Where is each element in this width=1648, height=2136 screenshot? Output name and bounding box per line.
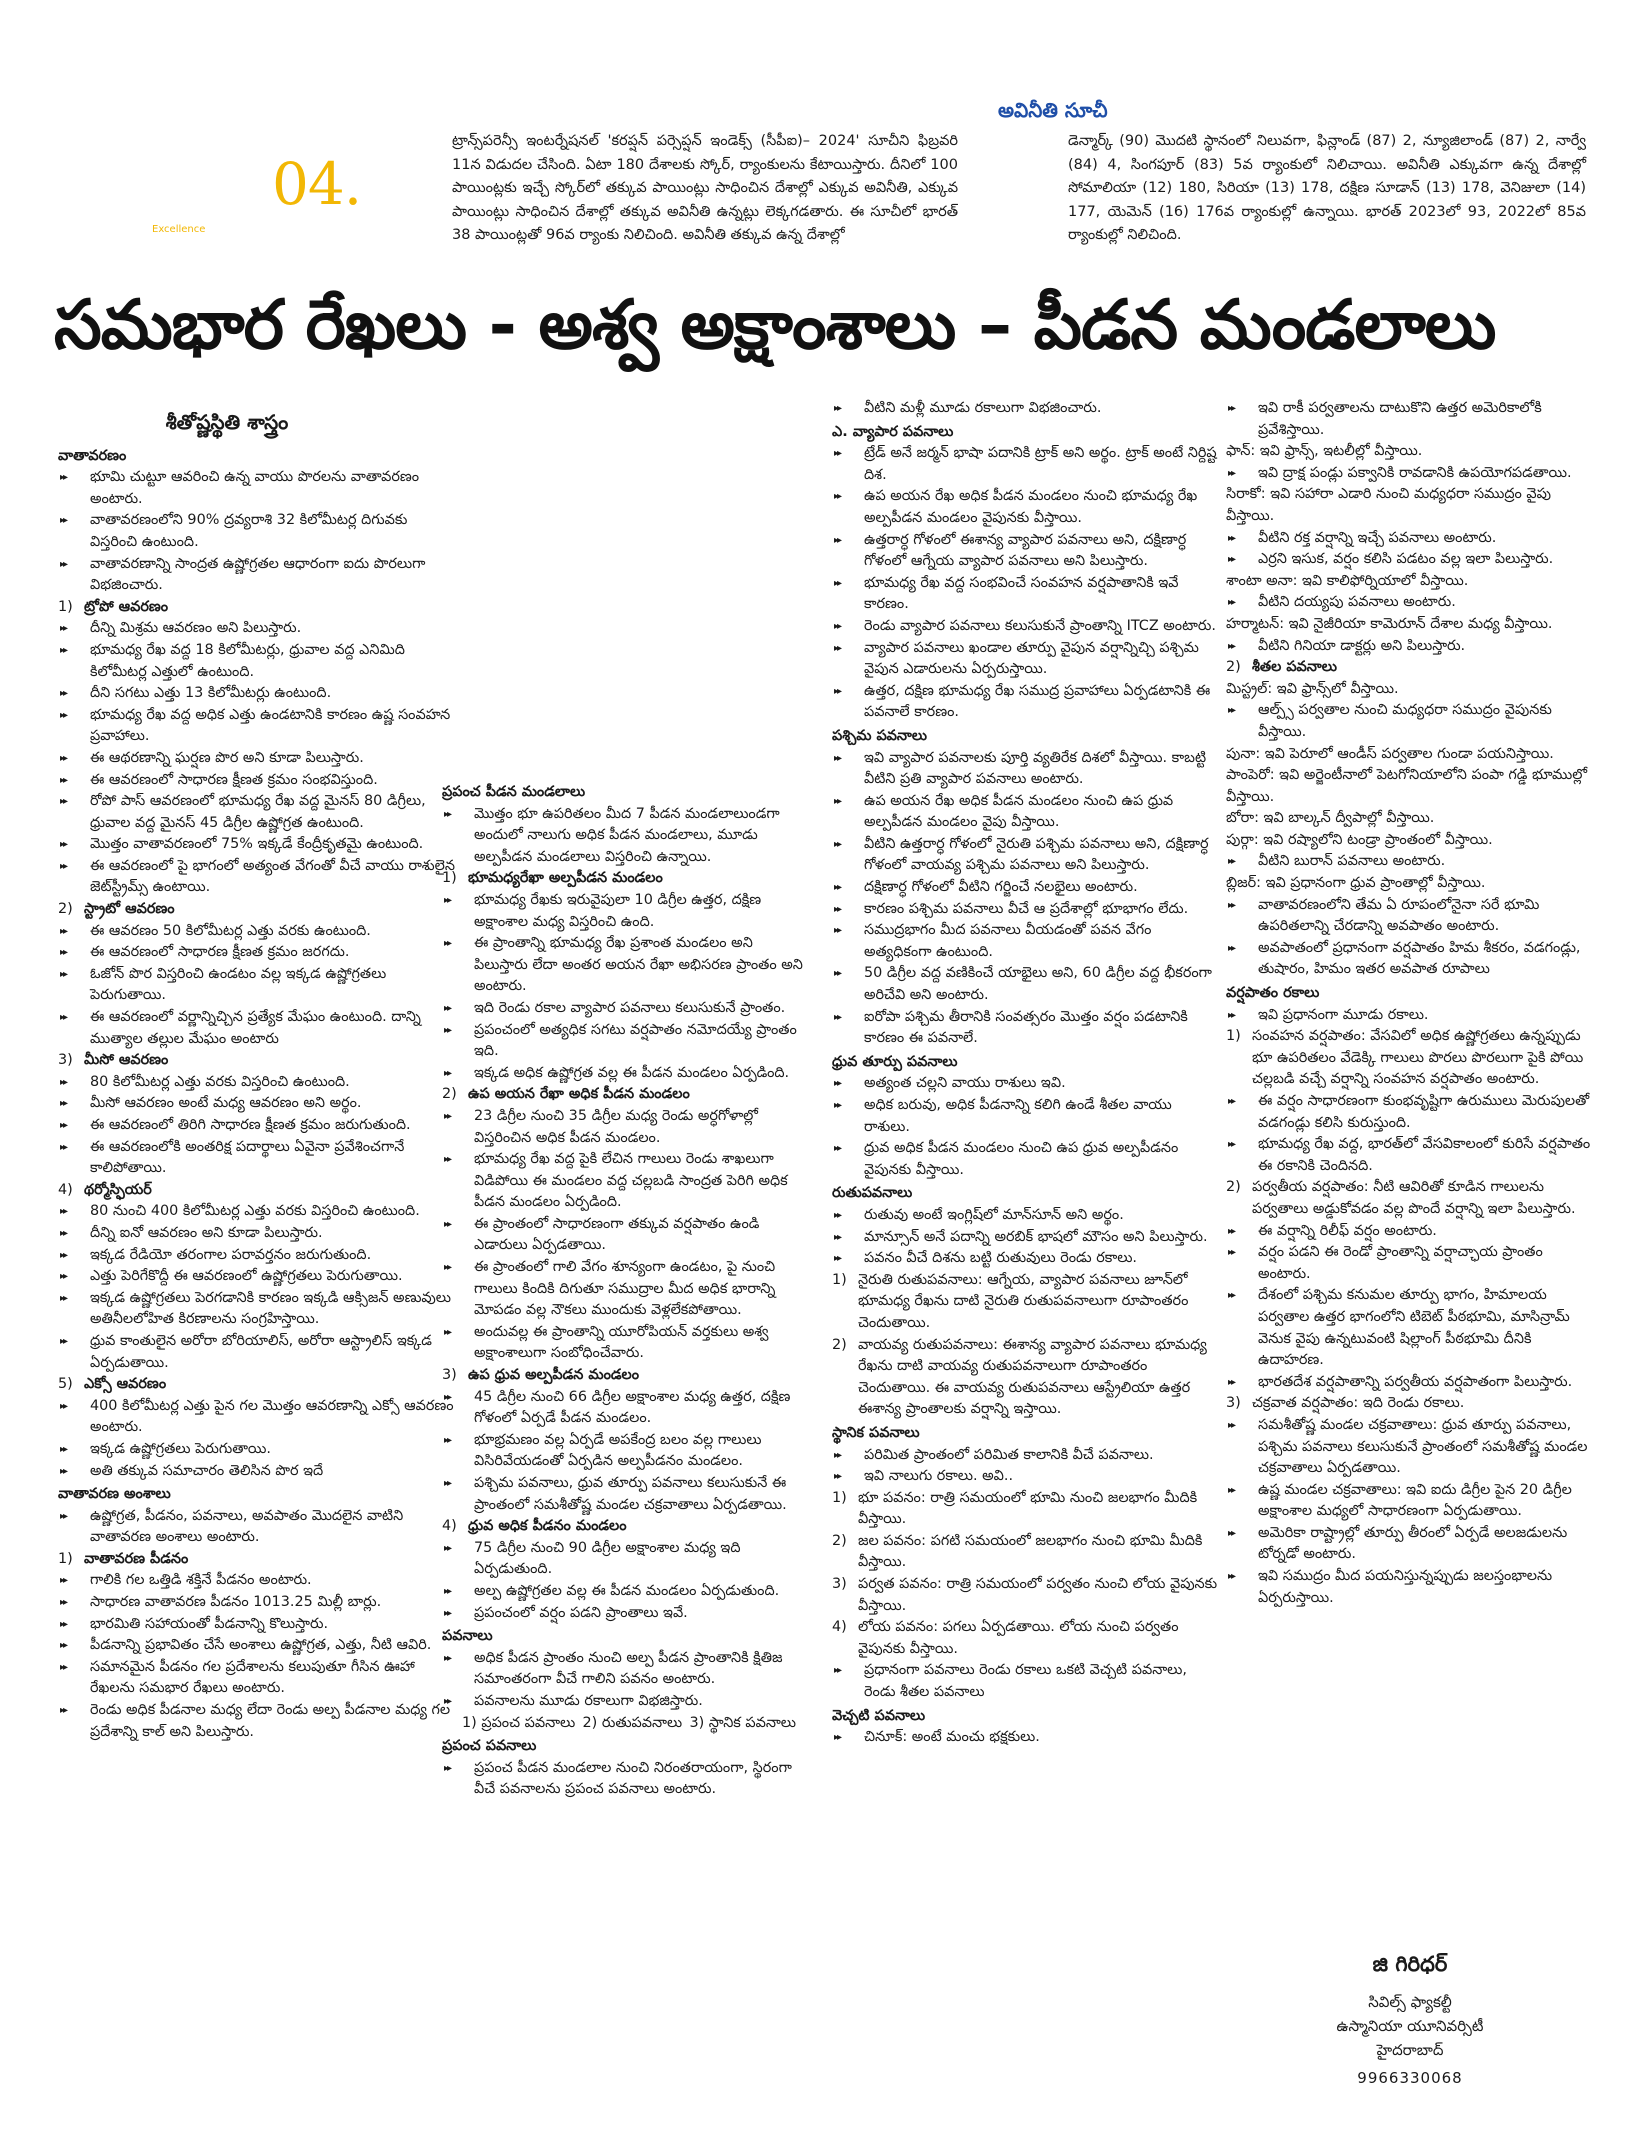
bullet-item: ▸▸ 23 డిగ్రీల నుంచి 35 డిగ్రీల మధ్య రెండు అర్ధగోళాల్లో విస్తరించిన అధిక పీడన మండలం. [442,1106,806,1149]
item-text: చక్రవాత వర్షపాతం: ఇది రెండు రకాలు. [1252,1395,1465,1412]
bullet-item: ▸▸ మాన్సూన్ అనే పదాన్ని అరబిక్ భాషలో మౌసం అని పిలుస్తారు. [832,1227,1220,1249]
wind-entry: బోరా: ఇవి బాల్కన్ ద్వీపాల్లో వీస్తాయి. [1226,810,1435,827]
bullet-item: ▸▸ ఈ వర్షం సాధారణంగా కుంభవృష్టిగా ఉరుములు మెరుపులతో వడగండ్లు కలిసి కురుస్తుంది. [1226,1091,1594,1134]
item-number: 4) [832,1619,847,1636]
bullet-item: ▸▸ రోపో పాస్ ఆవరణంలో భూమధ్య రేఖ వద్ద మైనస్ 80 డిగ్రీలు, ధ్రువాల వద్ద మైనస్ 45 డిగ్రీల ఉష్ణోగ్రత ఉంటుంది. [58,791,456,834]
item-text: స్ట్రాటో ఆవరణం [84,901,175,918]
bullet-item: ▸▸ ఆల్ప్స్ పర్వతాల నుంచి మధ్యధరా సముద్రం వైపునకు వీస్తాయి. [1226,700,1594,743]
bullet-item: ▸▸ భూమధ్య రేఖ వద్ద అధిక ఎత్తు ఉండటానికి కారణం ఉష్ణ సంవహన ప్రవాహాలు. [58,705,456,748]
subheading: వాతావరణం [58,447,127,464]
column-4-list [1226,398,1594,1609]
numbered-item [1226,657,1594,679]
bullet-item: ▸▸ ట్రేడ్ అనే జర్మన్ భాషా పదానికి ట్రాక్ అని అర్థం. ట్రాక్ అంటే నిర్దిష్ట దిశ. [832,443,1220,486]
bullet-item: ▸▸ ధ్రువ కాంతులైన అరోరా బోరియాలిస్, అరోరా ఆస్ట్రాలిస్ ఇక్కడ ఏర్పడుతాయి. [58,1331,456,1374]
bullet-item: ▸▸ ఇవి సముద్రం మీద పయనిస్తున్నప్పుడు జలస్తంభాలను ఏర్పరుస్తాయి. [1226,1566,1594,1609]
kicker-label: Excellence [152,224,206,235]
bullet-item: ▸▸ ఇక్కడ ఉష్ణోగ్రతలు పెరుగుతాయి. [58,1439,456,1461]
bullet-item: ▸▸ ఇవి రాకీ పర్వతాలను దాటుకొని ఉత్తర అమెరికాలోకి ప్రవేశిస్తాయి. [1226,398,1594,441]
numbered-item [832,1488,1220,1531]
item-text: ఉప ధ్రువ అల్పపీడన మండలం [468,1367,640,1384]
subheading: వాతావరణ అంశాలు [58,1486,171,1503]
item-text: శీతల పవనాలు [1252,659,1337,676]
subheading: రుతుపవనాలు [832,1185,913,1202]
column-1-list [58,446,456,1744]
item-text: పర్వతీయ వర్షపాతం: నీటి ఆవిరితో కూడిన గాలులను పర్వతాలు అడ్డుకోవడం వల్ల పొందే వర్షాన్ని ఇలా పిలుస్తారు. [1252,1179,1576,1217]
item-number: 3) [442,1367,457,1384]
bullet-item: ▸▸ ప్రధానంగా పవనాలు రెండు రకాలు ఒకటి వెచ్చటి పవనాలు, రెండు శీతల పవనాలు [832,1660,1220,1703]
item-text: వాతావరణ పీడనం [84,1550,189,1567]
item-text: భూమధ్యరేఖా అల్పపీడన మండలం [468,870,663,887]
author-phone: 9966330068 [1357,2069,1463,2087]
item-text: సంవహన వర్షపాతం: వేసవిలో అధిక ఉష్ణోగ్రతలు ఉన్నప్పుడు భూ ఉపరితలం వేడెక్కి గాలులు పొరలు పొరలుగా పైకి పోయి చల్లబడి వచ్చే వర్షాన్ని సంవహన వర్షపాతం అంటారు. [1252,1028,1584,1088]
column-2-list [442,782,806,1801]
bullet-item: ▸▸ ఈ వర్షాన్ని రిలీఫ్ వర్షం అంటారు. [1226,1221,1594,1243]
item-number: 3) [58,1052,73,1069]
bullet-item: ▸▸ 80 కిలోమీటర్ల ఎత్తు వరకు విస్తరించి ఉంటుంది. [58,1072,456,1094]
item-number: 4) [442,1518,457,1535]
column-3-list [832,398,1220,1749]
subheading: ధ్రువ తూర్పు పవనాలు [832,1053,958,1070]
bullet-item: ▸▸ పవనం వీచే దిశను బట్టి రుతువులు రెండు రకాలు. [832,1248,1220,1270]
item-text: మీసో ఆవరణం [84,1052,169,1069]
bullet-item: ▸▸ ఉష్ణోగ్రత, పీడనం, పవనాలు, అవపాతం మొదలైన వాటిని వాతావరణ అంశాలు అంటారు. [58,1506,456,1549]
bullet-item: ▸▸ ఇది రెండు రకాల వ్యాపార పవనాలు కలుసుకునే ప్రాంతం. [442,998,806,1020]
wind-type-label: 1) ప్రపంచ పవనాలు [462,1714,576,1731]
item-text: భూ పవనం: రాత్రి సమయంలో భూమి నుంచి జలభాగం మీదికి వీస్తాయి. [858,1489,1198,1528]
item-text: లోయ పవనం: పగలు ఏర్పడతాయి. లోయ నుంచి పర్వతం వైపునకు వీస్తాయి. [858,1619,1179,1657]
item-number: 1) [832,1271,847,1288]
item-text: జల పవనం: పగటి సమయంలో జలభాగం నుంచి భూమి మీదికి వీస్తాయి. [858,1532,1203,1571]
item-number: 2) [1226,1179,1241,1196]
bullet-item: ▸▸ అవపాతంలో ప్రధానంగా వర్షపాతం హిమ శీకరం, వడగండ్లు, తుషారం, హిమం ఇతర అవపాత రూపాలు [1226,938,1594,981]
bullet-item: ▸▸ వీటిని దయ్యపు పవనాలు అంటారు. [1226,592,1594,614]
page-number: 04. [272,150,362,218]
bullet-item: ▸▸ ఇవి వ్యాపార పవనాలకు పూర్తి వ్యతిరేక దిశలో వీస్తాయి. కాబట్టి వీటిని ప్రతి వ్యాపార పవనాలు అంటారు. [832,748,1220,791]
bullet-item: ▸▸ వాతావరణంలోని 90% ద్రవ్యరాశి 32 కిలోమీటర్ల దిగువకు విస్తరించి ఉంటుంది. [58,510,456,553]
bullet-item: ▸▸ రుతువు అంటే ఇంగ్లిష్‌లో మాన్‌సూన్ అని అర్థం. [832,1205,1220,1227]
bullet-item: ▸▸ దక్షిణార్ధ గోళంలో వీటిని గర్జించే నలభైలు అంటారు. [832,877,1220,899]
bullet-item: ▸▸ ఎర్రని ఇసుక, వర్షం కలిసి పడటం వల్ల ఇలా పిలుస్తారు. [1226,549,1594,571]
numbered-item [832,1335,1220,1421]
wind-entry: హర్మాటన్: ఇవి నైజీరియా కామెరూన్ దేశాల మధ్య వీస్తాయి. [1226,615,1553,632]
bullet-item: ▸▸ దీని సగటు ఎత్తు 13 కిలోమీటర్లు ఉంటుంది. [58,683,456,705]
item-number: 2) [832,1532,847,1549]
bullet-item: ▸▸ ఈ ఆవరణంలో పై భాగంలో అత్యంత వేగంతో వీచే వాయు రాశులైన జెట్‌స్ట్రీమ్స్ ఉంటాయి. [58,856,456,899]
bullet-item: ▸▸ భూమధ్య రేఖ వద్ద సంభవించే సంవహన వర్షపాతానికి ఇవే కారణం. [832,573,1220,616]
item-number: 3) [832,1576,847,1593]
numbered-item [832,1531,1220,1574]
bullet-item: ▸▸ ఇక్కడ ఉష్ణోగ్రతలు పెరగడానికి కారణం ఇక్కడి ఆక్సిజన్ అణువులు అతినీలలోహిత కిరణాలను సంగ్రహిస్తాయి. [58,1288,456,1331]
bullet-item: ▸▸ ఉష్ణ మండల చక్రవాతాలు: ఇవి ఐదు డిగ్రీల పైన 20 డిగ్రీల అక్షాంశాల మధ్యలో సాధారణంగా ఏర్పడుతాయి. [1226,1480,1594,1523]
bullet-item: ▸▸ అతి తక్కువ సమాచారం తెలిసిన పొర ఇదే [58,1461,456,1483]
article-column-2 [442,780,806,2100]
bullet-item: ▸▸ అల్ప ఉష్ణోగ్రతల వల్ల ఈ పీడన మండలం ఏర్పడుతుంది. [442,1581,806,1603]
bullet-item: ▸▸ సమశీతోష్ణ మండల చక్రవాతాలు: ధ్రువ తూర్పు పవనాలు, పశ్చిమ పవనాలు కలుసుకునే ప్రాంతంలో సమశీతోష్ణ మండల చక్రవాతాలు ఏర్పడతాయి. [1226,1415,1594,1480]
item-text: వాయవ్య రుతుపవనాలు: ఈశాన్య వ్యాపార పవనాలు భూమధ్య రేఖను దాటి వాయవ్య రుతుపవనాలుగా రూపాంతరం చెందుతాయి. ఈ వాయవ్య రుతుపవనాలు ఆస్ట్రేలియా ఉత్తర ఈశాన్య ప్రాంతాలకు వర్షాన్ని ఇస్తాయి. [858,1336,1207,1418]
sidebar-box-column-1: ట్రాన్స్‌పరెన్సీ ఇంటర్నేషనల్ 'కరప్షన్ పర్సెప్షన్ ఇండెక్స్ (సీపీఐ)– 2024' సూచీని ఫిబ్రవరి 11న విడుదల చేసింది. ఏటా 180 దేశాలకు స్కోర్, ర్యాంకులను కేటాయిస్తారు. దీనిలో 100 పాయింట్లకు ఇచ్చే స్కోర్‌లో తక్కువ పాయింట్లు సాధించిన దేశాల్లో ఎక్కువ అవినీతి, ఎక్కువ పాయింట్లు సాధించిన దేశాల్లో తక్కువ అవినీతి ఉన్నట్లు లెక్కగడతారు. ఈ సూచీలో భారత్ 38 పాయింట్లతో 96వ ర్యాంకు నిలిచింది. అవినీతి తక్కువ ఉన్న దేశాల్లో [452,133,958,243]
bullet-item: ▸▸ ఉత్తరార్ధ గోళంలో ఈశాన్య వ్యాపార పవనాలు అని, దక్షిణార్ధ గోళంలో ఆగ్నేయ వ్యాపార పవనాలు అని పిలుస్తారు. [832,530,1220,573]
bullet-item: ▸▸ భారమితి సహాయంతో పీడనాన్ని కొలుస్తారు. [58,1614,456,1636]
subheading: వర్షపాతం రకాలు [1226,985,1320,1002]
bullet-item: ▸▸ వాతావరణంలోని తేమ ఏ రూపంలోనైనా సరే భూమి ఉపరితలాన్ని చేరడాన్ని అవపాతం అంటారు. [1226,895,1594,938]
subheading: ప్రపంచ పవనాలు [442,1738,537,1755]
bullet-item: ▸▸ మొత్తం వాతావరణంలో 75% ఇక్కడే కేంద్రీకృతమై ఉంటుంది. [58,834,456,856]
bullet-item: ▸▸ ఈ ఆవరణం 50 కిలోమీటర్ల ఎత్తు వరకు ఉంటుంది. [58,921,456,943]
author-byline [1180,1952,1640,2090]
bullet-item: ▸▸ మీసో ఆవరణం అంటే మధ్య ఆవరణం అని అర్థం. [58,1093,456,1115]
bullet-item: ▸▸ ఈ ఆథరణాన్ని ఘర్షణ పొర అని కూడా పిలుస్తారు. [58,748,456,770]
bullet-item: ▸▸ ఉత్తర, దక్షిణ భూమధ్య రేఖ సముద్ర ప్రవాహాలు ఏర్పడటానికి ఈ పవనాలే కారణం. [832,681,1220,724]
item-number: 1) [832,1489,847,1506]
item-number: 2) [442,1086,457,1103]
bullet-item: ▸▸ భారతదేశ వర్షపాతాన్ని పర్వతీయ వర్షపాతంగా పిలుస్తారు. [1226,1372,1594,1394]
subheading: ప్రపంచ పీడన మండలాలు [442,784,586,800]
numbered-item [58,1374,456,1396]
bullet-item: ▸▸ రెండు అధిక పీడనాల మధ్య లేదా రెండు అల్ప పీడనాల మధ్య గల ప్రదేశాన్ని కాల్ అని పిలుస్తారు. [58,1700,456,1743]
wind-entry: పుర్గా: ఇవి రష్యాలోని టండ్రా ప్రాంతంలో వీస్తాయి. [1226,831,1493,848]
bullet-item: ▸▸ దీన్ని ఐనో ఆవరణం అని కూడా పిలుస్తారు. [58,1223,456,1245]
author-institution: ఉస్మానియా యూనివర్సిటీ [1336,2017,1484,2035]
item-text: నైరుతి రుతుపవనాలు: ఆగ్నేయ, వ్యాపార పవనాలు జూన్‌లో భూమధ్య రేఖను దాటి నైరుతి రుతుపవనాలుగా రూపాంతరం చెందుతాయి. [858,1271,1189,1331]
bullet-item: ▸▸ ఈ ప్రాంతంలో గాలి వేగం శూన్యంగా ఉండటం, పై నుంచి గాలులు కిందికి దిగుతూ సముద్రాల మీద అధిక భారాన్ని మోపడం వల్ల నౌకలు ముందుకు వెళ్లలేకపోతాయి. [442,1257,806,1322]
bullet-item: ▸▸ ఈ ఆవరణంలో సాధారణ క్షీణత క్రమం సంభవిస్తుంది. [58,770,456,792]
bullet-item: ▸▸ ఇక్కడ అధిక ఉష్ణోగ్రత వల్ల ఈ పీడన మండలం ఏర్పడింది. [442,1063,806,1085]
bullet-item: ▸▸ దీన్ని మిశ్రమ ఆవరణం అని పిలుస్తారు. [58,618,456,640]
bullet-item: ▸▸ ధ్రువ అధిక పీడన మండలం నుంచి ఉప ధ్రువ అల్పపీడనం వైపునకు వీస్తాయి. [832,1138,1220,1181]
bullet-item: ▸▸ వీటిని మళ్లీ మూడు రకాలుగా విభజించారు. [832,398,1220,420]
item-text: థర్మోస్ఫియర్ [84,1181,152,1198]
bullet-item: ▸▸ ఎత్తు పెరిగేకొద్దీ ఈ ఆవరణంలో ఉష్ణోగ్రతలు పెరుగుతాయి. [58,1266,456,1288]
wind-entry: సిరాకో: ఇవి సహారా ఎడారి నుంచి మధ్యధరా సముద్రం వైపు వీస్తాయి. [1226,486,1551,524]
bullet-item: ▸▸ 75 డిగ్రీల నుంచి 90 డిగ్రీల అక్షాంశాల మధ్య ఇది ఏర్పడుతుంది. [442,1538,806,1581]
bullet-item: ▸▸ ఇవి ప్రధానంగా మూడు రకాలు. [1226,1005,1594,1027]
subheading: పవనాలు [442,1628,493,1645]
item-text: పర్వత పవనం: రాత్రి సమయంలో పర్వతం నుంచి లోయ వైపునకు వీస్తాయి. [858,1576,1218,1614]
wind-entry: శాంటా అనా: ఇవి కాలిఫోర్నియాలో వీస్తాయి. [1226,572,1469,589]
bullet-item: ▸▸ అమెరికా రాష్ట్రాల్లో తూర్పు తీరంలో ఏర్పడే అలజడులను టోర్నడో అంటారు. [1226,1523,1594,1566]
bullet-item: ▸▸ వీటిని బురాన్ పవనాలు అంటారు. [1226,851,1594,873]
bullet-item: ▸▸ ఈ ఆవరణంలోకి అంతరిక్ష పదార్థాలు ఏవైనా ప్రవేశించగానే కాలిపోతాయి. [58,1137,456,1180]
author-city: హైదరాబాద్ [1376,2041,1444,2059]
numbered-item [1226,1393,1594,1415]
bullet-item: ▸▸ ఈ ప్రాంతంలో సాధారణంగా తక్కువ వర్షపాతం ఉండి ఎడారులు ఏర్పడతాయి. [442,1214,806,1257]
bullet-item: ▸▸ భూమధ్య రేఖ వద్ద, భారత్‌లో వేసవికాలంలో కురిసే వర్షపాతం ఈ రకానికి చెందినది. [1226,1134,1594,1177]
bullet-item: ▸▸ వీటిని గినియా డాక్టర్లు అని పిలుస్తారు. [1226,636,1594,658]
numbered-item [442,1516,806,1538]
bullet-item: ▸▸ ఈ ప్రాంతాన్ని భూమధ్య రేఖ ప్రశాంత మండలం అని పిలుస్తారు లేదా అంతర అయన రేఖా అభిసరణ ప్రాంతం అని అంటారు. [442,933,806,998]
bullet-item: ▸▸ ప్రపంచంలో అత్యధిక సగటు వర్షపాతం నమోదయ్యే ప్రాంతం ఇది. [442,1020,806,1063]
numbered-item [1226,1177,1594,1220]
sidebar-box-column-2: డెన్మార్క్ (90) మొదటి స్థానంలో నిలువగా, ఫిన్లాండ్ (87) 2, న్యూజిలాండ్ (87) 2, నార్వే (84) 4, సింగపూర్ (83) 5వ ర్యాంకులో నిలిచాయి. అవినీతి ఎక్కువగా ఉన్న దేశాల్లో సోమాలియా (12) 180, సిరియా (13) 178, దక్షిణ సూడాన్ (13) 178, వెనిజులా (14) 177, యెమెన్ (16) 176వ ర్యాంకుల్లో ఉన్నాయి. భారత్ 2023లో 93, 2022లో 85వ ర్యాంకుల్లో నిలిచింది. [1068,133,1586,243]
bullet-item: ▸▸ భూమి చుట్టూ ఆవరించి ఉన్న వాయు పొరలను వాతావరణం అంటారు. [58,467,456,510]
bullet-item: ▸▸ వీటిని ఉత్తరార్ధ గోళంలో నైరుతి పశ్చిమ పవనాలు అని, దక్షిణార్ధ గోళంలో వాయవ్య పశ్చిమ పవనాలు అని పిలుస్తారు. [832,834,1220,877]
bullet-item: ▸▸ వీటిని రక్త వర్షాన్ని ఇచ్చే పవనాలు అంటారు. [1226,528,1594,550]
bullet-item: ▸▸ 400 కిలోమీటర్ల ఎత్తు పైన గల మొత్తం ఆవరణాన్ని ఎక్సో ఆవరణం అంటారు. [58,1396,456,1439]
author-name: జి గిరిధర్ [1372,1952,1448,1976]
numbered-item [832,1574,1220,1617]
bullet-item: ▸▸ అత్యంత చల్లని వాయు రాశులు ఇవి. [832,1073,1220,1095]
item-number: 1) [1226,1028,1241,1045]
bullet-item: ▸▸ వర్షం పడని ఈ రెండో ప్రాంతాన్ని వర్షాచ్ఛాయ ప్రాంతం అంటారు. [1226,1242,1594,1285]
bullet-item: ▸▸ సముద్రభాగం మీద పవనాలు వీయడంతో పవన వేగం అత్యధికంగా ఉంటుంది. [832,920,1220,963]
item-number: 2) [1226,659,1241,676]
wind-entry: పునా: ఇవి పెరూలో ఆండీస్ పర్వతాల గుండా పయనిస్తాయి. [1226,745,1554,762]
numbered-item [58,899,456,921]
bullet-item: ▸▸ సాధారణ వాతావరణ పీడనం 1013.25 మిల్లీ బార్లు. [58,1592,456,1614]
bullet-item: ▸▸ భూమధ్య రేఖ వద్ద 18 కిలోమీటర్లు, ధ్రువాల వద్ద ఎనిమిది కిలోమీటర్ల ఎత్తులో ఉంటుంది. [58,640,456,683]
item-number: 5) [58,1376,73,1393]
numbered-item [58,1549,456,1571]
subheading: వెచ్చటి పవనాలు [832,1707,926,1724]
numbered-item [1226,1026,1594,1091]
numbered-item [58,1050,456,1072]
bullet-item: ▸▸ భూభ్రమణం వల్ల ఏర్పడే అపకేంద్ర బలం వల్ల గాలులు విసిరివేయడంతో ఏర్పడిన అల్పపీడనం మండలం. [442,1430,806,1473]
bullet-item: ▸▸ దేశంలో పశ్చిమ కనుమల తూర్పు భాగం, హిమాలయ పర్వతాల ఉత్తర భాగంలోని టిబెట్ పీఠభూమి, మాసిన్రామ్ వెనుక వైపు ఉన్నటువంటి షిల్లాంగ్ పీఠభూమి దీనికి ఉదాహరణ. [1226,1285,1594,1371]
bullet-item: ▸▸ ఉప అయన రేఖ అధిక పీడన మండలం నుంచి భూమధ్య రేఖ అల్పపీడన మండలం వైపునకు వీస్తాయి. [832,486,1220,529]
numbered-item [442,868,806,890]
wind-types-row [442,1713,806,1735]
bullet-item: ▸▸ అందువల్ల ఈ ప్రాంతాన్ని యూరోపియన్ వర్తకులు అశ్వ అక్షాంశాలుగా సంబోధించేవారు. [442,1322,806,1365]
bullet-item: ▸▸ 45 డిగ్రీల నుంచి 66 డిగ్రీల అక్షాంశాల మధ్య ఉత్తర, దక్షిణ గోళంలో ఏర్పడే పీడన మండలం. [442,1387,806,1430]
author-designation: సివిల్స్ ఫ్యాకల్టీ [1368,1993,1452,2011]
item-text: ట్రోపో ఆవరణం [84,598,169,615]
section-title: శీతోష్ణస్థితి శాస్త్రం [165,412,289,434]
item-number: 4) [58,1181,73,1198]
bullet-item: ▸▸ అధిక పీడన ప్రాంతం నుంచి అల్ప పీడన ప్రాంతానికి క్షితిజ సమాంతరంగా వీచే గాలిని పవనం అంటారు. [442,1648,806,1691]
bullet-item: ▸▸ 80 నుంచి 400 కిలోమీటర్ల ఎత్తు వరకు విస్తరించి ఉంటుంది. [58,1201,456,1223]
wind-entry: బ్లిజర్: ఇవి ప్రధానంగా ధ్రువ ప్రాంతాల్లో వీస్తాయి. [1226,875,1486,892]
numbered-item [442,1365,806,1387]
numbered-item [832,1617,1220,1660]
numbered-item [442,1084,806,1106]
bullet-item: ▸▸ వ్యాపార పవనాలు ఖండాల తూర్పు వైపున వర్షాన్నిచ్చి పశ్చిమ వైపున ఎడారులను ఏర్పరుస్తాయి. [832,638,1220,681]
bullet-item: ▸▸ సమానమైన పీడనం గల ప్రదేశాలను కలుపుతూ గీసిన ఊహా రేఖలను సమభార రేఖలు అంటారు. [58,1657,456,1700]
bullet-item: ▸▸ ఇవి ద్రాక్ష పండ్లు పక్వానికి రావడానికి ఉపయోగపడతాయి. [1226,463,1594,485]
article-column-3 [832,398,1220,2118]
item-number: 2) [832,1336,847,1353]
article-column-4 [1226,398,1594,2118]
bullet-item: ▸▸ ఐరోపా పశ్చిమ తీరానికి సంవత్సరం మొత్తం వర్షం పడటానికి కారణం ఈ పవనాలే. [832,1007,1220,1050]
bullet-item: ▸▸ ఈ ఆవరణంలో సాధారణ క్షీణత క్రమం జరగదు. [58,942,456,964]
subheading: ఎ. వ్యాపార పవనాలు [832,423,954,440]
item-number: 2) [58,901,73,918]
bullet-item: ▸▸ మొత్తం భూ ఉపరితలం మీద 7 పీడన మండలాలుండగా అందులో నాలుగు అధిక పీడన మండలాలు, మూడు అల్పపీడన మండలాలు విస్తరించి ఉన్నాయి. [442,804,806,869]
item-number: 3) [1226,1395,1241,1412]
wind-entry: ఫాన్: ఇవి ఫ్రాన్స్, ఇటలీల్లో వీస్తాయి. [1226,443,1423,460]
item-text: ఎక్సో ఆవరణం [84,1376,167,1393]
bullet-item: ▸▸ ఇవి నాలుగు రకాలు. అవి.. [832,1466,1220,1488]
bullet-item: ▸▸ ఈ ఆవరణంలో తిరిగి సాధారణ క్షీణత క్రమం జరుగుతుంది. [58,1115,456,1137]
bullet-item: ▸▸ గాలికి గల ఒత్తిడి శక్తినే పీడనం అంటారు. [58,1570,456,1592]
bullet-item: ▸▸ పశ్చిమ పవనాలు, ధ్రువ తూర్పు పవనాలు కలుసుకునే ఈ ప్రాంతంలో సమశీతోష్ణ మండల చక్రవాతాలు ఏర్పడతాయి. [442,1473,806,1516]
wind-type-label: 2) రుతుపవనాలు [582,1714,683,1731]
item-text: ధ్రువ అధిక పీడనం మండలం [468,1518,627,1535]
numbered-item [58,597,456,619]
item-number: 1) [58,1550,73,1567]
numbered-item [832,1270,1220,1335]
numbered-item [58,1180,456,1202]
wind-entry: మిస్ట్రల్: ఇవి ఫ్రాన్స్‌లో వీస్తాయి. [1226,680,1399,697]
bullet-item: ▸▸ పరిమిత ప్రాంతంలో పరిమిత కాలానికి వీచే పవనాలు. [832,1445,1220,1467]
item-text: ఉప అయన రేఖా అధిక పీడన మండలం [468,1086,690,1103]
bullet-item: ▸▸ పవనాలను మూడు రకాలుగా విభజిస్తారు. [442,1691,806,1713]
wind-entry: పాంపెరో: ఇవి అర్జెంటీనాలో పెటగోనియాలోని పంపా గడ్డి భూముల్లో వీస్తాయి. [1226,767,1588,805]
item-number: 1) [442,870,457,887]
bullet-item: ▸▸ ప్రపంచ పీడన మండలాల నుంచి నిరంతరాయంగా, స్థిరంగా వీచే పవనాలను ప్రపంచ పవనాలు అంటారు. [442,1758,806,1801]
subheading: పశ్చిమ పవనాలు [832,727,928,744]
bullet-item: ▸▸ అధిక బరువు, అధిక పీడనాన్ని కలిగి ఉండే శీతల వాయు రాశులు. [832,1095,1220,1138]
sidebar-box-title: అవినీతి సూచీ [998,98,1108,122]
article-column-1 [58,412,456,2092]
bullet-item: ▸▸ ఈ ఆవరణంలో వర్ణాన్నిచ్చిన ప్రత్యేక మేఘం ఉంటుంది. దాన్ని ముత్యాల తల్లుల మేఘం అంటారు [58,1007,456,1050]
bullet-item: ▸▸ చినూక్: అంటే మంచు భక్షకులు. [832,1727,1220,1749]
bullet-item: ▸▸ రెండు వ్యాపార పవనాలు కలుసుకునే ప్రాంతాన్ని ITCZ అంటారు. [832,616,1220,638]
bullet-item: ▸▸ భూమధ్య రేఖకు ఇరువైపులా 10 డిగ్రీల ఉత్తర, దక్షిణ అక్షాంశాల మధ్య విస్తరించి ఉంది. [442,890,806,933]
bullet-item: ▸▸ ఉప అయన రేఖ అధిక పీడన మండలం నుంచి ఉప ధ్రువ అల్పపీడన మండలం వైపు వీస్తాయి. [832,791,1220,834]
bullet-item: ▸▸ పీడనాన్ని ప్రభావితం చేసే అంశాలు ఉష్ణోగ్రత, ఎత్తు, నీటి ఆవిరి. [58,1635,456,1657]
bullet-item: ▸▸ ఓజోన్ పొర విస్తరించి ఉండటం వల్ల ఇక్కడ ఉష్ణోగ్రతలు పెరుగుతాయి. [58,964,456,1007]
bullet-item: ▸▸ వాతావరణాన్ని సాంద్రత ఉష్ణోగ్రతల ఆధారంగా ఐదు పొరలుగా విభజించారు. [58,554,456,597]
bullet-item: ▸▸ భూమధ్య రేఖ వద్ద పైకి లేచిన గాలులు రెండు శాఖలుగా విడిపోయి ఈ మండలం వద్ద చల్లబడి సాంద్రత పెరిగి అధిక పీడన మండలం ఏర్పడింది. [442,1149,806,1214]
item-number: 1) [58,598,73,615]
subheading: స్థానిక పవనాలు [832,1424,920,1441]
wind-type-label: 3) స్థానిక పవనాలు [689,1714,796,1731]
bullet-item: ▸▸ 50 డిగ్రీల వద్ద వణికించే యాభైలు అని, 60 డిగ్రీల వద్ద భీకరంగా అరిచేవి అని అంటారు. [832,963,1220,1006]
bullet-item: ▸▸ ఇక్కడ రేడియో తరంగాల పరావర్తనం జరుగుతుంది. [58,1245,456,1267]
bullet-item: ▸▸ కారణం పశ్చిమ పవనాలు వీచే ఆ ప్రదేశాల్లో భూభాగం లేదు. [832,899,1220,921]
bullet-item: ▸▸ ప్రపంచంలో వర్షం పడని ప్రాంతాలు ఇవే. [442,1603,806,1625]
article-headline: సమభార రేఖలు - అశ్వ అక్షాంశాలు – పీడన మండలాలు [54,286,1496,365]
